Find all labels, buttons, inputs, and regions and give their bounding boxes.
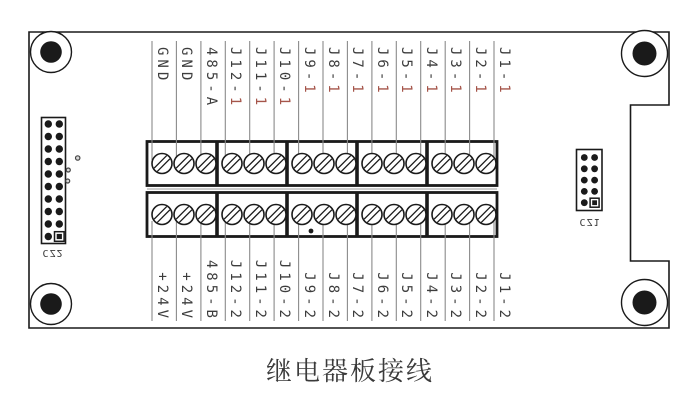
label-text: J8-2 bbox=[325, 272, 341, 322]
diagram-title: 继电器板接线 bbox=[265, 356, 434, 386]
terminal-label-bottom-13 bbox=[448, 272, 461, 322]
label-text: J7- bbox=[349, 47, 365, 85]
terminal-label-top-13 bbox=[448, 47, 461, 97]
label-text: J10-2 bbox=[276, 259, 292, 322]
connector-pin bbox=[45, 120, 52, 127]
connector-pin bbox=[591, 188, 598, 195]
label-text: J7-2 bbox=[349, 272, 365, 322]
label-text: +24V bbox=[178, 272, 194, 322]
terminal-label-top-1 bbox=[155, 47, 168, 84]
label-text: J5- bbox=[398, 47, 414, 85]
via bbox=[66, 168, 70, 172]
terminal-label-top-9 bbox=[350, 47, 363, 97]
connector-pin1-core bbox=[592, 200, 597, 205]
screw-terminal bbox=[266, 154, 286, 174]
label-suffix: 1 bbox=[398, 84, 414, 97]
screw-terminal bbox=[266, 205, 286, 225]
screw-terminal bbox=[314, 154, 334, 174]
terminal-label-bottom-11 bbox=[399, 272, 412, 322]
screw-terminal bbox=[432, 154, 452, 174]
mounting-hole bbox=[633, 42, 657, 66]
screw-terminal bbox=[222, 154, 242, 174]
terminal-label-top-7 bbox=[302, 47, 315, 97]
label-text: J12-2 bbox=[227, 259, 243, 322]
label-text: J1-2 bbox=[496, 272, 512, 322]
terminal-label-top-5 bbox=[253, 47, 266, 109]
connector-pin bbox=[581, 188, 588, 195]
screw-terminal bbox=[336, 205, 356, 225]
label-text: J6-2 bbox=[374, 272, 390, 322]
label-suffix: 1 bbox=[447, 84, 463, 97]
terminal-label-top-3 bbox=[204, 47, 217, 109]
connector-pin bbox=[56, 183, 63, 190]
connector-pin bbox=[45, 183, 52, 190]
label-text: J11- bbox=[252, 47, 268, 97]
connector-pin bbox=[581, 199, 588, 206]
screw-terminal bbox=[454, 205, 474, 225]
label-text: J3- bbox=[447, 47, 463, 85]
connector-pin bbox=[45, 220, 52, 227]
label-text: J2- bbox=[472, 47, 488, 85]
label-suffix: 1 bbox=[301, 84, 317, 97]
terminal-label-bottom-6 bbox=[277, 260, 290, 322]
connector-pin bbox=[56, 170, 63, 177]
connector-pin bbox=[591, 177, 598, 184]
screw-terminal bbox=[384, 205, 404, 225]
connector-pin bbox=[56, 133, 63, 140]
label-suffix: 1 bbox=[374, 84, 390, 97]
connector-pin bbox=[56, 195, 63, 202]
label-text: J1- bbox=[496, 47, 512, 85]
terminal-label-top-2 bbox=[179, 47, 192, 84]
screw-terminal bbox=[174, 154, 194, 174]
label-text: J10- bbox=[276, 47, 292, 97]
screw-terminal bbox=[406, 154, 426, 174]
label-text: J11-2 bbox=[252, 259, 268, 322]
connector-pin bbox=[581, 165, 588, 172]
terminal-label-top-4 bbox=[228, 47, 241, 109]
connector-pin bbox=[591, 154, 598, 161]
via bbox=[76, 156, 80, 160]
screw-terminal bbox=[432, 205, 452, 225]
label-text: J5-2 bbox=[398, 272, 414, 322]
label-suffix: 1 bbox=[227, 96, 243, 110]
terminal-label-bottom-14 bbox=[473, 272, 486, 322]
terminal-label-bottom-3 bbox=[204, 260, 217, 322]
label-text: J9-2 bbox=[301, 272, 317, 322]
label-text: J12- bbox=[227, 47, 243, 97]
terminal-label-top-12 bbox=[424, 47, 437, 97]
terminal-label-bottom-2 bbox=[179, 272, 192, 322]
connector-pin bbox=[45, 170, 52, 177]
screw-terminal bbox=[196, 154, 216, 174]
screw-terminal bbox=[292, 205, 312, 225]
label-suffix: 1 bbox=[496, 84, 512, 97]
terminal-label-top-10 bbox=[375, 47, 388, 97]
screw-terminal bbox=[174, 205, 194, 225]
connector-pin bbox=[591, 165, 598, 172]
connector-pin bbox=[581, 177, 588, 184]
connector-pin bbox=[45, 233, 52, 240]
terminal-label-bottom-4 bbox=[228, 260, 241, 322]
screw-terminal bbox=[152, 205, 172, 225]
label-text: 485-B bbox=[203, 259, 219, 322]
label-suffix: 1 bbox=[472, 84, 488, 97]
label-text: +24V bbox=[154, 272, 170, 322]
terminal-label-bottom-10 bbox=[375, 272, 388, 322]
label-text: J2-2 bbox=[472, 272, 488, 322]
label-suffix: 1 bbox=[276, 96, 292, 110]
terminal-label-top-6 bbox=[277, 47, 290, 109]
connector-label-cz1: CZ1 bbox=[579, 216, 601, 227]
label-text: GND bbox=[154, 47, 170, 85]
screw-terminal bbox=[406, 205, 426, 225]
screw-terminal bbox=[196, 205, 216, 225]
connector-pin bbox=[56, 220, 63, 227]
screw-terminal bbox=[384, 154, 404, 174]
terminal-label-bottom-7 bbox=[302, 272, 315, 322]
screw-terminal bbox=[244, 205, 264, 225]
mounting-hole bbox=[633, 291, 657, 315]
screw-terminal bbox=[244, 154, 264, 174]
label-suffix: 1 bbox=[349, 84, 365, 97]
connector-pin bbox=[45, 158, 52, 165]
connector-pin bbox=[56, 120, 63, 127]
label-text: 485-A bbox=[203, 47, 219, 110]
terminal-label-bottom-5 bbox=[253, 260, 266, 322]
label-text: J4- bbox=[423, 47, 439, 85]
connector-pin1-core bbox=[57, 234, 62, 239]
label-text: GND bbox=[178, 47, 194, 85]
screw-terminal bbox=[314, 205, 334, 225]
screw-terminal bbox=[362, 205, 382, 225]
label-suffix: 1 bbox=[252, 96, 268, 110]
via-dot bbox=[309, 229, 314, 234]
label-text: J9- bbox=[301, 47, 317, 85]
connector-pin bbox=[45, 195, 52, 202]
label-text: J6- bbox=[374, 47, 390, 85]
label-text: J3-2 bbox=[447, 272, 463, 322]
screw-terminal bbox=[362, 154, 382, 174]
terminal-label-bottom-1 bbox=[155, 272, 168, 322]
connector-pin bbox=[45, 133, 52, 140]
terminal-label-top-11 bbox=[399, 47, 412, 97]
via bbox=[66, 179, 70, 183]
screw-terminal bbox=[222, 205, 242, 225]
screw-terminal bbox=[476, 154, 496, 174]
label-suffix: 1 bbox=[325, 84, 341, 97]
connector-pin bbox=[45, 145, 52, 152]
connector-pin bbox=[56, 145, 63, 152]
mounting-hole bbox=[40, 41, 62, 63]
mounting-hole bbox=[40, 293, 62, 315]
screw-terminal bbox=[292, 154, 312, 174]
terminal-label-top-15 bbox=[497, 47, 510, 97]
terminal-label-bottom-9 bbox=[350, 272, 363, 322]
connector-pin bbox=[581, 154, 588, 161]
terminal-label-top-8 bbox=[326, 47, 339, 97]
screw-terminal bbox=[476, 205, 496, 225]
connector-pin bbox=[56, 208, 63, 215]
screw-terminal bbox=[336, 154, 356, 174]
label-text: J8- bbox=[325, 47, 341, 85]
connector-label-cz2: CZ2 bbox=[42, 247, 64, 258]
terminal-label-bottom-15 bbox=[497, 272, 510, 322]
label-suffix: 1 bbox=[423, 84, 439, 97]
terminal-label-top-14 bbox=[473, 47, 486, 97]
terminal-label-bottom-8 bbox=[326, 272, 339, 322]
screw-terminal bbox=[152, 154, 172, 174]
connector-pin bbox=[45, 208, 52, 215]
terminal-label-bottom-12 bbox=[424, 272, 437, 322]
connector-pin bbox=[56, 158, 63, 165]
label-text: J4-2 bbox=[423, 272, 439, 322]
screw-terminal bbox=[454, 154, 474, 174]
